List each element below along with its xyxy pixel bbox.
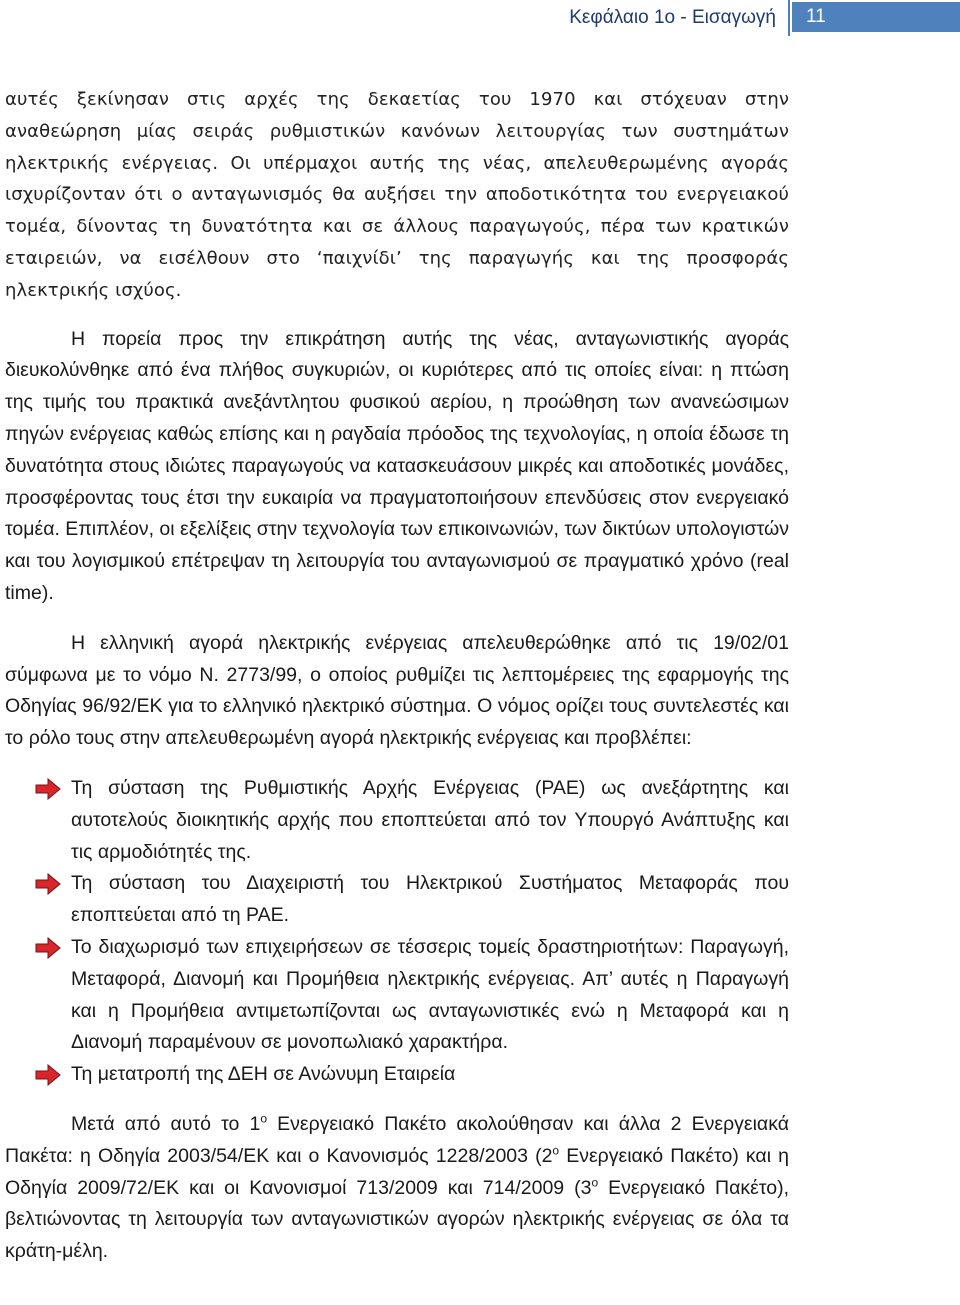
list-item-text: Το διαχωρισμό των επιχειρήσεων σε τέσσερις τομείς δραστηριοτήτων: Παραγωγή, Μεταφορά, Διανομή και Προμήθεια ηλεκτρικής ενέργειας. Απ’ αυτές η Παραγωγή και η Προμήθεια αντιμετωπίζονται ως ανταγωνιστικές ενώ η Μεταφορά και η Διανομή παραμένουν σε μονοπωλιακό χαρακτήρα. [71,935,789,1054]
red-arrow-icon [35,778,61,800]
list-item-text: Τη μετατροπή της ΔΕΗ σε Ανώνυμη Εταιρεία [71,1063,456,1086]
page-header [0,0,960,36]
list-item [5,868,789,932]
paragraph-greek-market: Η ελληνική αγορά ηλεκτρικής ενέργειας απελευθερώθηκε από τις 19/02/01 σύμφωνα με το νόμο Ν. 2773/99, ο οποίος ρυθμίζει τις λεπτομέρειες της εφαρμογής της Οδηγίας 96/92/ΕΚ για το ελληνικό ηλεκτρικό σύστημα. Ο νόμος ορίζει τους συντελεστές και το ρόλο τους στην απελευθερωμένη αγορά ηλεκτρικής ενέργειας και προβλέπει: [5,631,789,750]
paragraph-energy-packages: Μετά από αυτό το $1^o$ Ενεργειακό Πακέτο ακολούθησαν και άλλα 2 Ενεργειακά Πακέτα: η Οδηγία 2003/54/ΕΚ και ο Κανονισμός 1228/2003 ($2^o$ Ενεργειακό Πακέτο) και η Οδηγία 2009/72/ΕΚ και οι Κανονισμοί 713/2009 και 714/2009 ($3^o$ Ενεργειακό Πακέτο), βελτιώνοντας τη λειτουργία των ανταγωνιστικών αγορών ηλεκτρικής ενέργειας σε όλα τα κράτη-μέλη. [5,1111,789,1263]
list-item-text: Τη σύσταση της Ρυθμιστικής Αρχής Ενέργειας (ΡΑΕ) ως ανεξάρτητης και αυτοτελούς διοικητικής αρχής που εποπτεύεται από τον Υπουργό Ανάπτυξης και τις αρμοδιότητές της. [71,776,789,863]
list-item [5,1059,789,1091]
paragraph-intro: αυτές ξεκίνησαν στις αρχές της δεκαετίας του 1970 και στόχευαν στην αναθεώρηση μίας σειράς ρυθμιστικών κανόνων λειτουργίας των συστημάτων ηλεκτρικής ενέργειας. Οι υπέρμαχοι αυτής της νέας, απελευθερωμένης αγοράς ισχυρίζονταν ότι ο ανταγωνισμός θα αυξήσει την αποδοτικότητα του ενεργειακού τομέα, δίνοντας τη δυνατότητα και σε άλλους παραγωγούς, πέρα των κρατικών εταιρειών, να εισέλθουν στο ‘παιχνίδι’ της παραγωγής και της προσφοράς ηλεκτρικής ισχύος. [5,89,789,301]
red-arrow-icon [35,937,61,959]
list-item-text: Τη σύσταση του Διαχειριστή του Ηλεκτρικού Συστήματος Μεταφοράς που εποπτεύεται από τη ΡΑΕ. [71,872,789,927]
page-number: 11 [792,2,960,32]
red-arrow-icon [35,873,61,895]
list-item [5,932,789,1059]
paragraph-market-factors: Η πορεία προς την επικράτηση αυτής της νέας, ανταγωνιστικής αγοράς διευκολύνθηκε από ένα πλήθος συγκυριών, οι κυριότερες από τις οποίες είναι: η πτώση της τιμής του πρακτικά ανεξάντλητου φυσικού αερίου, η προώθηση των ανανεώσιμων πηγών ενέργειας καθώς επίσης και η ραγδαία πρόοδος της τεχνολογίας, η οποία έδωσε τη δυνατότητα στους ιδιώτες παραγωγούς να κατασκευάσουν μικρές και αποδοτικές μονάδες, προσφέροντας τους έτσι την ευκαιρία να πραγματοποιήσουν επενδύσεις στον ενεργειακό τομέα. Επιπλέον, οι εξελίξεις στην τεχνολογία των επικοινωνιών, των δικτύων υπολογιστών και του λογισμικού επέτρεψαν τη λειτουργία του ανταγωνισμού σε πραγματικό χρόνο (real time). [5,327,789,604]
provisions-list [5,773,789,1091]
header-divider [788,0,790,36]
list-item [5,773,789,868]
chapter-title: Κεφάλαιο 1ο - Εισαγωγή [569,7,776,28]
red-arrow-icon [35,1064,61,1086]
document-body [5,84,789,1268]
